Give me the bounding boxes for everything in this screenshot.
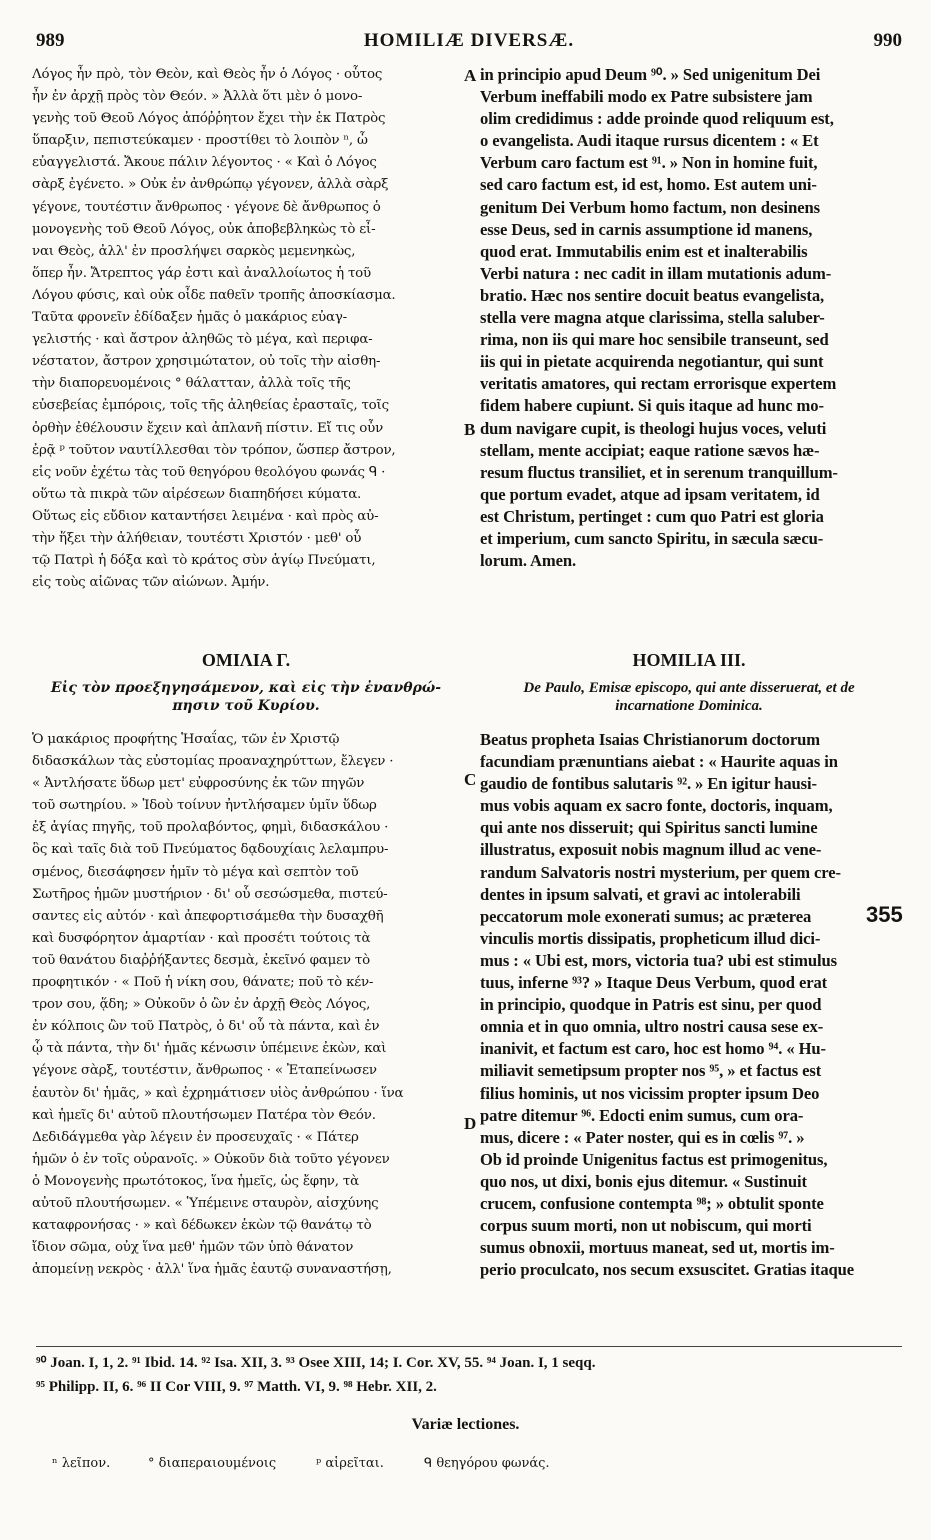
greek-text-line: τοῦ θανάτου διαῤῥήξαντες δεσμὰ, ἐκεῖνό φαμεν τὸ [32, 952, 370, 968]
greek-text-line: ὕπαρξιν, πεπιστεύκαμεν · προστίθει τὸ λοιπὸν ⁿ, ὦ [32, 133, 368, 149]
variant-text: διαπεραιουμένοις [158, 1456, 277, 1471]
latin-text-line: dum navigare cupit, is theologi hujus voces, veluti [480, 418, 827, 438]
footnote-line: ⁹⁰ Joan. I, 1, 2. ⁹¹ Ibid. 14. ⁹² Isa. XII, 3. ⁹³ Osee XIII, 14; I. Cor. XV, 55. ⁹⁴ Joan. I, 1 seqq. [36, 1355, 596, 1371]
greek-text-line: τὴν διαπορευομένοις ° θάλατταν, ἀλλὰ τοῖς τῆς [32, 376, 351, 392]
latin-text-line: quod erat. Immutabilis enim est et inalterabilis [480, 241, 808, 261]
greek-text-line: εἰς τοὺς αἰῶνας τῶν αἰώνων. Ἀμήν. [32, 575, 270, 591]
greek-text-line: ἐξ ἁγίας πηγῆς, τοῦ προλαβόντος, φημὶ, διδασκάλου · [32, 820, 389, 836]
greek-text-line: Λόγου φύσις, καὶ οὐκ οἶδε παθεῖν τροπῆς ἀποσκίασμα. [32, 287, 396, 303]
margin-marker-c: C [464, 770, 477, 789]
greek-text-line: τὴν ἥξει τὴν ἀλήθειαν, τουτέστι Χριστόν · μεθ' οὗ [32, 530, 362, 546]
greek-column-top [32, 64, 460, 594]
variant-mark: ᵖ [316, 1456, 322, 1471]
greek-text-line: διδασκάλων τὰς εὐστομίας προαναχηρύττων, ἔλεγεν · [32, 754, 394, 770]
greek-text-line: προφητικόν · « Ποῦ ἡ νίκη σου, θάνατε; ποῦ τὸ κέν- [32, 975, 374, 991]
latin-text-line: filius hominis, ut nos vicissim propter ipsum Deo [480, 1083, 820, 1103]
latin-text-line: Verbum ineffabili modo ex Patre subsistere jam [480, 87, 813, 107]
greek-text-line: νέστατον, ἄστρον χρησιμώτατον, οὐ τοῖς τὴν αἰσθη- [32, 354, 381, 370]
greek-text-line: Ταῦτα φρονεῖν ἐδίδαξεν ἡμᾶς ὁ μακάριος εὐαγ- [32, 310, 347, 326]
greek-text-line: γέγονε σὰρξ, τουτέστιν, ἄνθρωπος · « Ἐταπείνωσεν [32, 1063, 377, 1079]
greek-text-line: τοῦ σωτηρίου. » Ἰδοὺ τοίνυν ἠντλήσαμεν ὑμῖν ὕδωρ [32, 798, 377, 814]
latin-text-line: est Christum, pertinget : cum quo Patri est gloria [480, 506, 824, 526]
latin-text-line: vinculis mortis dissipatis, propheticum illud dici- [480, 928, 821, 948]
latin-text-line: bratio. Hæc nos sentire docuit beatus evangelista, [480, 285, 825, 305]
latin-text-line: Verbi natura : nec cadit in illam mutationis adum- [480, 263, 832, 283]
latin-text-line: tuus, inferne ⁹³? » Itaque Deus Verbum, quod erat [480, 973, 828, 993]
footnote-rule [36, 1346, 902, 1347]
latin-subtitle-line: incarnatione Dominica. [615, 698, 763, 714]
greek-text-line: Οὕτως εἰς εὔδιον καταντήσει λειμένα · καὶ πρὸς αὐ- [32, 508, 379, 524]
footnote-line: ⁹⁵ Philipp. II, 6. ⁹⁶ II Cor VIII, 9. ⁹⁷ Matth. VI, 9. ⁹⁸ Hebr. XII, 2. [36, 1379, 437, 1395]
latin-text-line: patre ditemur ⁹⁶. Edocti enim sumus, cum ora- [480, 1105, 804, 1125]
latin-text-line: mus vobis aquam ex sacro fonte, doctoris, inquam, [480, 796, 833, 816]
variant-text: λεῖπον. [61, 1456, 111, 1471]
latin-text-line: corpus suum morti, non ut nobiscum, qui morti [480, 1216, 812, 1236]
latin-subtitle-line: De Paulo, Emisæ episcopo, qui ante disseruerat, et de [523, 680, 855, 696]
variant-text: αἱρεῖται. [325, 1456, 384, 1471]
latin-text-line: sed caro factum est, id est, homo. Est autem uni- [480, 175, 817, 195]
greek-text-line: ὁ Μονογενὴς πρωτότοκος, ἵνα ἡμεῖς, ὡς ἔφην, τὰ [32, 1173, 359, 1189]
variant-mark: ° [148, 1456, 155, 1471]
margin-marker-b: B [464, 420, 476, 439]
latin-text-line: iis qui in pietate acquirenda negotiantur, qui sunt [480, 352, 824, 372]
latin-text-line: peccatorum mole exonerati sumus; ac præterea [480, 906, 812, 926]
greek-text-line: ἦν ἐν ἀρχῇ πρὸς τὸν Θεόν. » Ἀλλὰ ὅτι μὲν ὁ μονο- [32, 89, 363, 105]
latin-text-line: olim credidimus : adde proinde quod reliquum est, [480, 109, 834, 129]
latin-homily-title: HOMILIA III. [632, 650, 746, 670]
greek-text-line: ἴδιον σῶμα, οὐχ ἵνα μεθ' ἡμῶν τῶν ὑπὸ θάνατον [32, 1240, 354, 1256]
latin-text-line: fidem habere cupiunt. Si quis itaque ad hunc mo- [480, 396, 824, 416]
greek-text-line: ἐν κόλποις ὢν τοῦ Πατρὸς, ὁ δι' οὗ τὰ πάντα, καὶ ἐν [32, 1019, 380, 1035]
latin-homily-subtitle [480, 679, 898, 715]
latin-text-line: o evangelista. Audi itaque rursus dicentem : « Et [480, 131, 819, 151]
greek-text-line: ἀπομείνῃ νεκρὸς · ἀλλ' ἵνα ἡμᾶς ἑαυτῷ συναναστήσῃ, [32, 1262, 392, 1278]
latin-text-line: et imperium, cum sancto Spiritu, in sæcula sæcu- [480, 528, 824, 548]
greek-column-bottom [32, 729, 460, 1281]
latin-text-line: sumus obnoxii, mortuus maneat, sed ut, mortis im- [480, 1238, 835, 1258]
latin-text-line: stellam, mente accipiat; eaque ratione sævos hæ- [480, 440, 820, 460]
latin-text-line: dentes in ipsum salvati, et gravi ac intolerabili [480, 884, 801, 904]
latin-text-line: lorum. Amen. [480, 551, 577, 571]
greek-text-line: εἰς νοῦν ἐχέτω τὰς τοῦ θεηγόρου θεολόγου φωνάς ᑫ · [32, 464, 386, 480]
greek-text-line: ὅπερ ἦν. Ἄτρεπτος γάρ ἐστι καὶ ἀναλλοίωτος ἡ τοῦ [32, 265, 371, 281]
latin-text-line: crucem, confusione contempta ⁹⁸; » obtulit sponte [480, 1193, 824, 1213]
greek-text-line: σμένος, διεσάφησεν ἡμῖν τὸ μέγα καὶ σεπτὸν τοῦ [32, 864, 359, 880]
greek-text-line: καταφρονήσας · » καὶ δέδωκεν ἑκὼν τῷ θανάτῳ τὸ [32, 1218, 372, 1234]
greek-text-line: αὐτοῦ πλουτήσωμεν. « Ὑπέμεινε σταυρὸν, αἰσχύνης [32, 1195, 379, 1211]
greek-subtitle-line: Εἰς τὸν προεξηγησάμενον, καὶ εἰς τὴν ἐνανθρώ- [50, 680, 442, 696]
latin-text-line: perio proculcato, nos secum exsuscitet. Gratias itaque [480, 1260, 855, 1280]
latin-text-line: Beatus propheta Isaias Christianorum doctorum [480, 730, 820, 749]
greek-text-line: ὃς καὶ ταῖς διὰ τοῦ Πνεύματος δᾳδουχίαις λελαμπρυ- [32, 842, 389, 858]
variant-mark: ᑫ [424, 1456, 433, 1471]
variant-reading [148, 1456, 276, 1471]
latin-text-line: facundiam prænuntians aiebat : « Haurite aquas in [480, 752, 838, 772]
greek-text-line: καὶ δυσφόρητον ἁμαρτίαν · καὶ προσέτι τούτοις τὰ [32, 930, 371, 946]
greek-text-line: Λόγος ἦν πρὸ, τὸν Θεὸν, καὶ Θεὸς ἦν ὁ Λόγος · οὗτος [32, 67, 383, 82]
greek-text-line: καὶ ἡμεῖς δι' αὐτοῦ πλουτήσωμεν Πατέρα τὸν Θεόν. [32, 1107, 376, 1123]
latin-text-line: veritatis amatores, qui rectam errorisque expertem [480, 374, 837, 394]
latin-text-line: esse Deus, sed in carnis assumptione id manens, [480, 219, 813, 239]
latin-text-line: gaudio de fontibus salutaris ⁹². » En igitur hausi- [480, 774, 817, 794]
latin-text-line: stella vere magna atque clarissima, stella saluber- [480, 308, 825, 328]
latin-text-line: Verbum caro factum est ⁹¹. » Non in homine fuit, [480, 153, 818, 173]
greek-text-line: γενὴς τοῦ Θεοῦ Λόγος ἀπόῤῥητον ἔχει τὴν ἐκ Πατρὸς [32, 111, 386, 127]
greek-text-line: ἐρᾷ ᵖ τοῦτον ναυτίλλεσθαι τὸν τρόπον, ὥσπερ ἄστρον, [32, 442, 396, 458]
latin-column-top [480, 64, 898, 572]
variant-mark: ⁿ [52, 1456, 58, 1471]
running-title: HOMILIÆ DIVERSÆ. [363, 30, 575, 51]
left-page-number: 989 [36, 30, 65, 51]
right-page-number: 990 [873, 30, 902, 51]
latin-text-line: illustratus, exposuit nobis magnum illud ac vene- [480, 840, 822, 860]
latin-text-line: miliavit semetipsum propter nos ⁹⁵, » et factus est [480, 1061, 822, 1081]
variant-reading [316, 1456, 384, 1471]
greek-text-line: Ὁ μακάριος προφήτης Ἡσαΐας, τῶν ἐν Χριστῷ [32, 732, 340, 747]
greek-text-line: ναι Θεὸς, ἀλλ' ἐν προσλήψει σαρκὸς μεμενηκὼς, [32, 243, 356, 259]
greek-text-line: εὐσεβείας ἐμπόροις, τοῖς τῆς ἀληθείας ἐρασταῖς, τοῖς [32, 398, 389, 414]
latin-text-line: rima, non iis qui mare hoc sensibile transeunt, sed [480, 330, 829, 350]
margin-marker-d: D [464, 1114, 477, 1133]
latin-text-line: omnia et in quo omnia, ultro nostri causa sese ex- [480, 1017, 824, 1037]
greek-text-line: εὐαγγελιστά. Ἄκουε πάλιν λέγοντος · « Καὶ ὁ Λόγος [32, 155, 377, 171]
greek-homily-subtitle [32, 679, 460, 715]
latin-text-line: genitum Dei Verbum homo factum, non desinens [480, 197, 820, 217]
greek-text-line: Δεδιδάγμεθα γὰρ λέγειν ἐν προσευχαῖς · « Πάτερ [32, 1129, 359, 1145]
greek-text-line: ἡμῶν ὁ ἐν τοῖς οὐρανοῖς. » Οὐκοῦν διὰ τοῦτο γέγονεν [32, 1151, 390, 1167]
margin-marker-a: A [464, 66, 477, 85]
variant-reading [52, 1456, 110, 1471]
latin-text-line: que portum evadet, atque ad ipsam veritatem, id [480, 484, 820, 504]
latin-text-line: quo nos, ut dixi, bonis ejus ditemur. « Sustinuit [480, 1171, 807, 1191]
latin-text-line: mus : « Ubi est, mors, victoria tua? ubi est stimulus [480, 950, 838, 970]
folio-number: 355 [866, 902, 903, 927]
latin-text-line: randum Salvatoris nostri mysterium, per quem cre- [480, 862, 841, 882]
greek-text-line: σαντες εἰς αὐτόν · καὶ ἀπεφορτισάμεθα τὴν δυσαχθῆ [32, 908, 384, 924]
greek-text-line: σὰρξ ἐγένετο. » Οὐκ ἐν ἀνθρώπῳ γέγονεν, ἀλλὰ σὰρξ [32, 177, 389, 193]
greek-text-line: « Ἀντλήσατε ὕδωρ μετ' εὐφροσύνης ἐκ τῶν πηγῶν [32, 776, 365, 792]
greek-text-line: γέγονε, τουτέστιν ἄνθρωπος · γέγονε δὲ ἄνθρωπος ὁ [32, 199, 381, 215]
latin-text-line: qui ante nos disseruit; qui Spiritus sancti lumine [480, 818, 818, 838]
variant-reading [424, 1456, 550, 1471]
latin-text-line: Ob id proinde Unigenitus factus est primogenitus, [480, 1149, 828, 1169]
latin-text-line: in principio, quodque in Patris est sinu, per quod [480, 995, 822, 1015]
greek-homily-title: ΟΜΙΛΙΑ Γ. [201, 650, 291, 670]
greek-text-line: ᾧ τὰ πάντα, τὴν δι' ἡμᾶς κένωσιν ὑπέμεινε ἐκὼν, καὶ [32, 1041, 387, 1057]
latin-text-line: mus, dicere : « Pater noster, qui es in cœlis ⁹⁷. » [480, 1127, 805, 1147]
greek-text-line: γελιστής · καὶ ἄστρον ἀληθῶς τὸ μέγα, καὶ περιφα- [32, 332, 373, 348]
greek-text-line: Σωτῆρος ἡμῶν μυστήριον · δι' οὗ σεσώσμεθα, πιστεύ- [32, 886, 388, 902]
greek-text-line: ἑαυτὸν δι' ἡμᾶς, » καὶ ἐχρημάτισεν υἱὸς ἀνθρώπου · ἵνα [32, 1085, 404, 1101]
greek-text-line: οὕτω τὰ πικρὰ τῶν αἱρέσεων διαπηδήσει κύματα. [32, 486, 362, 502]
running-header [36, 30, 902, 60]
greek-text-line: μονογενὴς τοῦ Θεοῦ Λόγος, οὐκ ἀποβεβληκὼς τὸ εἶ- [32, 221, 376, 237]
greek-text-line: ὀρθὴν ἐθέλουσιν ἔχειν καὶ ἀπλανῆ πίστιν. Εἴ τις οὖν [32, 420, 384, 436]
variant-text: θεηγόρου φωνάς. [436, 1456, 550, 1471]
latin-text-line: in principio apud Deum ⁹⁰. » Sed unigenitum Dei [480, 65, 821, 84]
latin-text-line: resum fluctus transiliet, et in serenum tranquillum- [480, 462, 838, 482]
latin-text-line: inanivit, et factum est caro, hoc est homo ⁹⁴. « Hu- [480, 1039, 826, 1059]
variant-readings-title: Variæ lectiones. [411, 1416, 520, 1433]
greek-text-line: τῷ Πατρὶ ἡ δόξα καὶ τὸ κράτος σὺν ἁγίῳ Πνεύματι, [32, 553, 376, 569]
greek-text-line: τρον σου, ᾅδη; » Οὐκοῦν ὁ ὢν ἐν ἀρχῇ Θεὸς Λόγος, [32, 997, 371, 1013]
greek-subtitle-line: πησιν τοῦ Κυρίου. [172, 698, 320, 714]
latin-column-bottom [480, 729, 898, 1281]
